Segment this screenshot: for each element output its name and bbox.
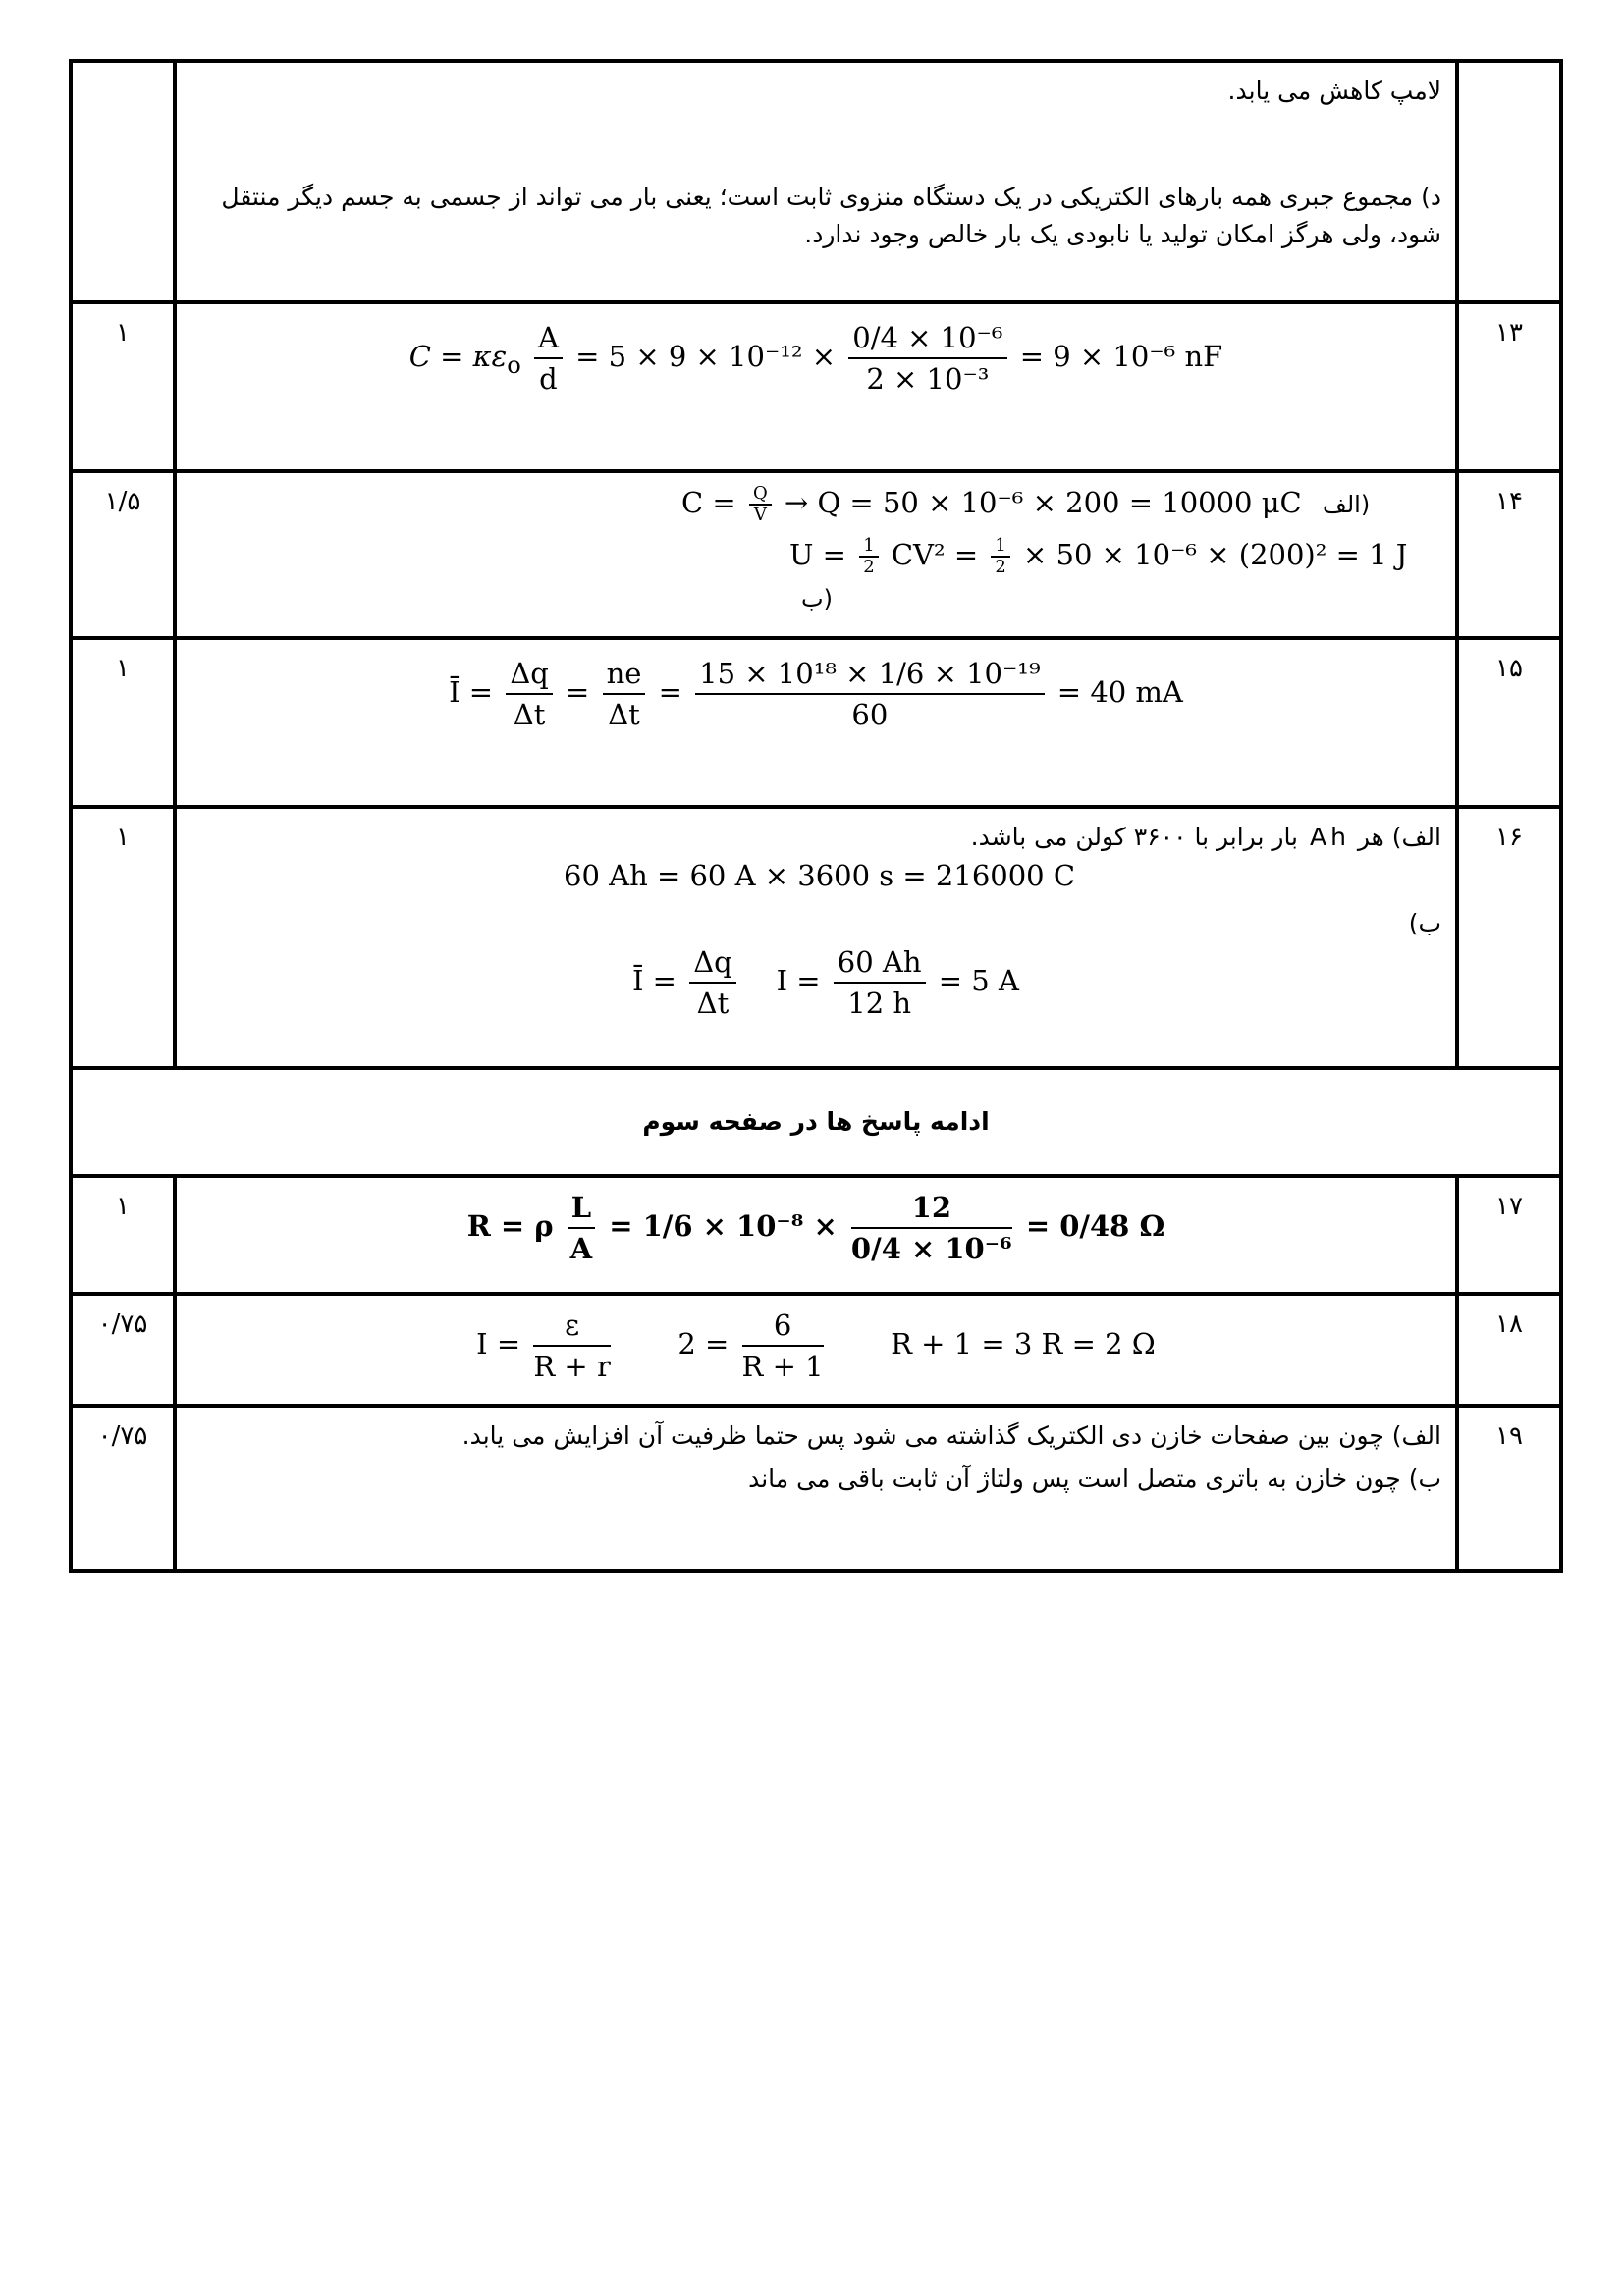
answer-cell <box>175 61 1457 302</box>
fraction <box>749 484 772 525</box>
eq-part: CV² = <box>891 538 979 571</box>
denominator: 12 h <box>847 987 912 1020</box>
score-cell: ۰/۷۵ <box>71 1406 175 1571</box>
numerator: Δq <box>689 942 736 984</box>
table-row <box>71 1176 1561 1294</box>
denominator: V <box>753 505 767 525</box>
eq-part: I = <box>476 1327 521 1361</box>
question-number: ۱۴ <box>1457 471 1561 638</box>
answer-line: د) مجموع جبری همه بارهای الکتریکی در یک دستگاه منزوی ثابت است؛ یعنی بار می تواند از جسمی به جسم دیگر منتقل شود، ولی هرگز امکان تولید یا نابودی یک بار خالص وجود ندارد. <box>221 183 1441 248</box>
table-row <box>71 638 1561 807</box>
equation <box>632 942 1441 1023</box>
numerator: 1 <box>859 536 878 558</box>
numerator: 12 <box>851 1188 1012 1229</box>
numerator: ne <box>603 654 646 695</box>
table-row <box>71 61 1561 302</box>
eq-part: Ī = <box>449 675 494 709</box>
fraction <box>991 536 1009 577</box>
answer-cell <box>175 807 1457 1068</box>
score-cell: ۱/۵ <box>71 471 175 638</box>
question-number: ۱۳ <box>1457 302 1561 471</box>
numerator: ε <box>533 1306 610 1347</box>
eq-part: = 40 mA <box>1056 675 1183 709</box>
question-number: ۱۷ <box>1457 1176 1561 1294</box>
numerator: Δq <box>506 654 553 695</box>
numerator: 0/4 × 10⁻⁶ <box>848 318 1006 359</box>
answer-cell <box>175 1406 1457 1571</box>
fraction <box>568 1188 595 1268</box>
eq-part: = 1/6 × 10⁻⁸ × <box>609 1209 838 1243</box>
table-row <box>71 1406 1561 1571</box>
equation <box>175 471 1457 638</box>
question-number <box>1457 61 1561 302</box>
eq-part: × 50 × 10⁻⁶ × (200)² = 1 J <box>1023 538 1408 571</box>
answer-table <box>69 59 1563 1573</box>
equation <box>175 638 1457 807</box>
score-cell: ۰/۷۵ <box>71 1294 175 1406</box>
numerator: A <box>534 318 563 359</box>
part-label: الف) <box>1322 491 1371 518</box>
equation: 60 Ah = 60 A × 3600 s = 216000 C <box>564 859 1076 892</box>
fraction <box>533 1306 610 1386</box>
eq-part: R + 1 = 3 R = 2 Ω <box>891 1327 1156 1361</box>
denominator: 2 <box>995 557 1006 577</box>
equation <box>175 302 1457 471</box>
eq-part: o <box>507 350 521 379</box>
eq-part: C = κε <box>408 340 508 373</box>
numerator: L <box>568 1188 595 1229</box>
score-cell <box>71 61 175 302</box>
denominator: 0/4 × 10⁻⁶ <box>850 1232 1012 1265</box>
denominator: d <box>539 362 558 396</box>
equation <box>175 1176 1457 1294</box>
numerator: 6 <box>742 1306 824 1347</box>
numerator: 15 × 10¹⁸ × 1/6 × 10⁻¹⁹ <box>695 654 1044 695</box>
eq-part: = 0/48 Ω <box>1025 1209 1165 1243</box>
answer-line: الف) چون بین صفحات خازن دی الکتریک گذاشته می شود پس حتما ظرفیت آن افزایش می یابد. <box>461 1421 1441 1450</box>
denominator: Δt <box>608 698 640 731</box>
denominator: 2 × 10⁻³ <box>866 362 990 396</box>
fraction <box>695 654 1044 734</box>
denominator: R + r <box>533 1350 611 1383</box>
eq-part: I = <box>776 964 821 997</box>
eq-part: Ī = <box>632 964 677 997</box>
eq-part: = 5 A <box>938 964 1019 997</box>
eq-part: = 9 × 10⁻⁶ nF <box>1019 340 1223 373</box>
fraction <box>689 942 736 1023</box>
part-label: ب) <box>1408 909 1441 937</box>
table-row <box>71 302 1561 471</box>
score-cell: ۱ <box>71 638 175 807</box>
eq-part: R = ρ <box>466 1209 554 1243</box>
table-row <box>71 1294 1561 1406</box>
fraction <box>834 942 926 1023</box>
fraction <box>848 318 1006 399</box>
denominator: A <box>569 1232 593 1265</box>
numerator: Q <box>749 484 772 506</box>
eq-part: = <box>566 675 590 709</box>
fraction <box>851 1188 1012 1268</box>
answer-line: ب) چون خازن به باتری متصل است پس ولتاژ آن ثابت باقی می ماند <box>748 1465 1441 1493</box>
denominator: 60 <box>851 698 889 731</box>
fraction <box>859 536 878 577</box>
score-cell: ۱ <box>71 1176 175 1294</box>
table-row <box>71 1068 1561 1176</box>
denominator: Δt <box>513 698 546 731</box>
denominator: Δt <box>696 987 730 1020</box>
fraction <box>534 318 563 399</box>
eq-part: = <box>658 675 682 709</box>
equation <box>175 1294 1457 1406</box>
fraction <box>603 654 646 734</box>
part-label: ب) <box>801 585 833 613</box>
question-number: ۱۵ <box>1457 638 1561 807</box>
continuation-note: ادامه پاسخ ها در صفحه سوم <box>71 1068 1561 1176</box>
score-cell: ۱ <box>71 302 175 471</box>
eq-part: U = <box>789 538 846 571</box>
fraction <box>506 654 553 734</box>
score-cell: ۱ <box>71 807 175 1068</box>
answer-line: الف) هر Ah بار برابر با ۳۶۰۰ کولن می باشد. <box>970 823 1441 851</box>
question-number: ۱۹ <box>1457 1406 1561 1571</box>
table-row <box>71 807 1561 1068</box>
eq-part: → Q = 50 × 10⁻⁶ × 200 = 10000 μC <box>784 486 1302 519</box>
numerator: 1 <box>991 536 1009 558</box>
eq-part: 2 = <box>677 1327 730 1361</box>
eq-part: C = <box>681 486 736 519</box>
denominator: 2 <box>863 557 875 577</box>
answer-line: لامپ کاهش می یابد. <box>1227 77 1441 105</box>
table-row <box>71 471 1561 638</box>
numerator: 60 Ah <box>834 942 926 984</box>
eq-part: = 5 × 9 × 10⁻¹² × <box>575 340 837 373</box>
fraction <box>742 1306 824 1386</box>
question-number: ۱۸ <box>1457 1294 1561 1406</box>
denominator: R + 1 <box>741 1350 824 1383</box>
question-number: ۱۶ <box>1457 807 1561 1068</box>
